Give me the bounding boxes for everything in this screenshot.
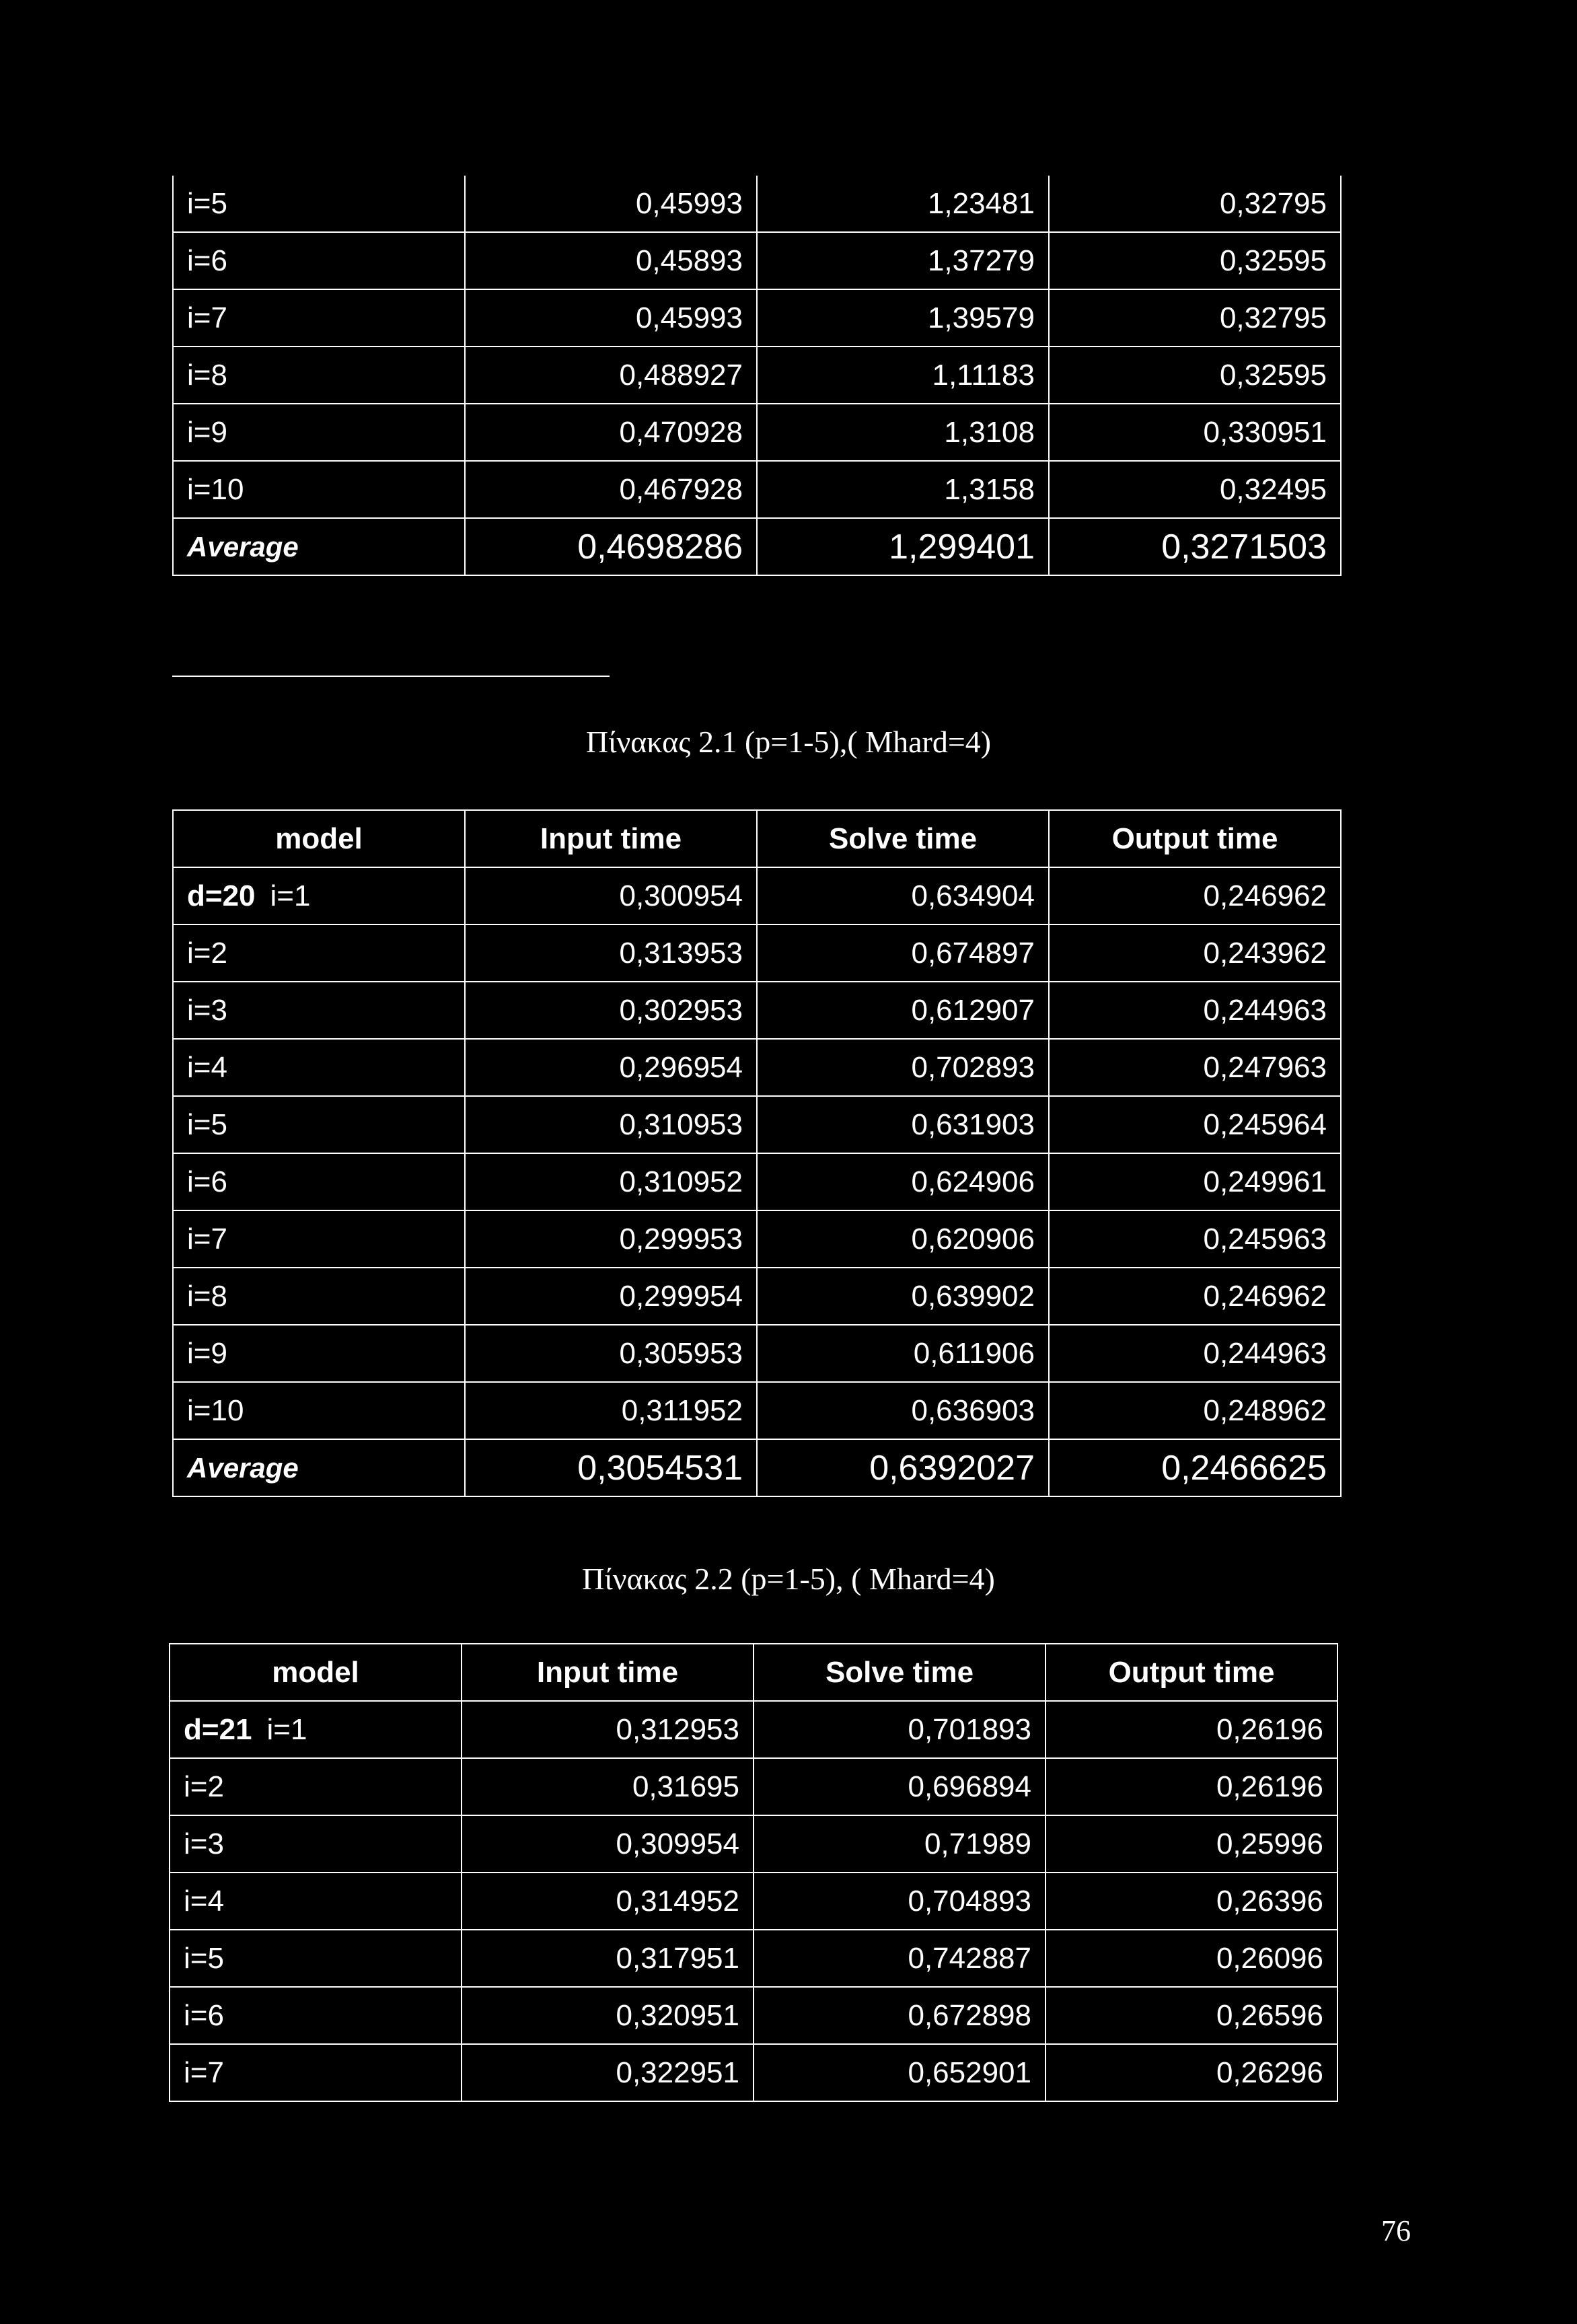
solve-time-cell: 0,674897 (757, 924, 1049, 982)
solve-time-cell: 0,742887 (754, 1930, 1046, 1987)
model-cell (173, 867, 465, 924)
input-time-cell: 0,45893 (465, 232, 757, 289)
table-row (173, 176, 1341, 232)
input-time-cell: 0,313953 (465, 924, 757, 982)
model-cell: i=10 (173, 461, 465, 518)
average-label: Average (173, 518, 465, 575)
table-row (170, 1758, 1337, 1815)
group-label: d=21 (184, 1712, 252, 1746)
solve-time-cell: 0,634904 (757, 867, 1049, 924)
table-header-row (173, 810, 1341, 867)
input-time-cell: 0,310953 (465, 1096, 757, 1153)
output-time-cell: 0,244963 (1049, 982, 1341, 1039)
table-row (173, 1096, 1341, 1153)
header-solve-time: Solve time (754, 1644, 1046, 1701)
output-time-cell: 0,26596 (1046, 1987, 1337, 2044)
model-cell: i=3 (170, 1815, 462, 1873)
timing-table-continued (172, 176, 1342, 576)
model-cell: i=2 (170, 1758, 462, 1815)
average-input-time: 0,3054531 (465, 1439, 757, 1496)
input-time-cell: 0,470928 (465, 404, 757, 461)
table-row (170, 1930, 1337, 1987)
footnote-divider (172, 676, 610, 677)
average-output-time: 0,2466625 (1049, 1439, 1341, 1496)
output-time-cell: 0,26096 (1046, 1930, 1337, 1987)
header-model: model (173, 810, 465, 867)
table-row (170, 1815, 1337, 1873)
output-time-cell: 0,245963 (1049, 1210, 1341, 1268)
model-cell: i=4 (173, 1039, 465, 1096)
solve-time-cell: 0,620906 (757, 1210, 1049, 1268)
table-row (173, 347, 1341, 404)
table-row (173, 1268, 1341, 1325)
input-time-cell: 0,300954 (465, 867, 757, 924)
model-cell: i=7 (170, 2044, 462, 2101)
input-time-cell: 0,320951 (462, 1987, 754, 2044)
input-time-cell: 0,45993 (465, 176, 757, 232)
table-row (173, 867, 1341, 924)
table-row (170, 2044, 1337, 2101)
model-cell: i=5 (170, 1930, 462, 1987)
timing-table-d20 (172, 809, 1342, 1497)
average-row (173, 518, 1341, 575)
solve-time-cell: 0,639902 (757, 1268, 1049, 1325)
solve-time-cell: 1,37279 (757, 232, 1049, 289)
table-caption-2-2: Πίνακας 2.2 (p=1-5), ( Mhard=4) (582, 1562, 995, 1596)
model-cell: i=5 (173, 176, 465, 232)
average-solve-time: 1,299401 (757, 518, 1049, 575)
table-row (173, 461, 1341, 518)
model-cell: i=4 (170, 1873, 462, 1930)
average-label: Average (173, 1439, 465, 1496)
input-time-cell: 0,299953 (465, 1210, 757, 1268)
input-time-cell: 0,317951 (462, 1930, 754, 1987)
output-time-cell: 0,26396 (1046, 1873, 1337, 1930)
model-cell: i=10 (173, 1382, 465, 1439)
output-time-cell: 0,25996 (1046, 1815, 1337, 1873)
table-row (173, 1382, 1341, 1439)
average-row (173, 1439, 1341, 1496)
timing-table-body (173, 176, 1341, 575)
output-time-cell: 0,246962 (1049, 867, 1341, 924)
model-cell: i=6 (170, 1987, 462, 2044)
table-row (173, 232, 1341, 289)
header-input-time: Input time (465, 810, 757, 867)
solve-time-cell: 0,612907 (757, 982, 1049, 1039)
input-time-cell: 0,322951 (462, 2044, 754, 2101)
solve-time-cell: 0,696894 (754, 1758, 1046, 1815)
output-time-cell: 0,26296 (1046, 2044, 1337, 2101)
model-cell: i=9 (173, 404, 465, 461)
input-time-cell: 0,488927 (465, 347, 757, 404)
average-input-time: 0,4698286 (465, 518, 757, 575)
solve-time-cell: 0,611906 (757, 1325, 1049, 1382)
output-time-cell: 0,246962 (1049, 1268, 1341, 1325)
output-time-cell: 0,32795 (1049, 289, 1341, 347)
input-time-cell: 0,31695 (462, 1758, 754, 1815)
input-time-cell: 0,45993 (465, 289, 757, 347)
input-time-cell: 0,305953 (465, 1325, 757, 1382)
table-row (170, 1873, 1337, 1930)
input-time-cell: 0,309954 (462, 1815, 754, 1873)
output-time-cell: 0,245964 (1049, 1096, 1341, 1153)
output-time-cell: 0,32495 (1049, 461, 1341, 518)
table-row (173, 1039, 1341, 1096)
model-cell: i=2 (173, 924, 465, 982)
output-time-cell: 0,330951 (1049, 404, 1341, 461)
solve-time-cell: 0,702893 (757, 1039, 1049, 1096)
table-row (173, 982, 1341, 1039)
page-number: 76 (1381, 2214, 1411, 2247)
solve-time-cell: 1,3158 (757, 461, 1049, 518)
header-solve-time: Solve time (757, 810, 1049, 867)
solve-time-cell: 1,3108 (757, 404, 1049, 461)
input-time-cell: 0,311952 (465, 1382, 757, 1439)
input-time-cell: 0,314952 (462, 1873, 754, 1930)
solve-time-cell: 0,701893 (754, 1701, 1046, 1758)
timing-table-body (173, 810, 1341, 1496)
average-output-time: 0,3271503 (1049, 518, 1341, 575)
solve-time-cell: 0,672898 (754, 1987, 1046, 2044)
table-row (173, 1325, 1341, 1382)
model-cell: i=6 (173, 232, 465, 289)
header-input-time: Input time (462, 1644, 754, 1701)
model-cell: i=7 (173, 1210, 465, 1268)
input-time-cell: 0,310952 (465, 1153, 757, 1210)
model-cell: i=6 (173, 1153, 465, 1210)
output-time-cell: 0,248962 (1049, 1382, 1341, 1439)
table-row (173, 1210, 1341, 1268)
solve-time-cell: 1,11183 (757, 347, 1049, 404)
solve-time-cell: 0,631903 (757, 1096, 1049, 1153)
table-row (173, 404, 1341, 461)
model-cell: i=8 (173, 1268, 465, 1325)
model-cell: i=3 (173, 982, 465, 1039)
table-header-row (170, 1644, 1337, 1701)
output-time-cell: 0,32795 (1049, 176, 1341, 232)
timing-table-d21 (169, 1643, 1338, 2102)
output-time-cell: 0,247963 (1049, 1039, 1341, 1096)
table-caption-2-1: Πίνακας 2.1 (p=1-5),( Mhard=4) (585, 725, 992, 759)
output-time-cell: 0,243962 (1049, 924, 1341, 982)
model-cell (170, 1701, 462, 1758)
output-time-cell: 0,32595 (1049, 232, 1341, 289)
input-time-cell: 0,302953 (465, 982, 757, 1039)
timing-table-body (170, 1644, 1337, 2101)
solve-time-cell: 0,704893 (754, 1873, 1046, 1930)
solve-time-cell: 0,636903 (757, 1382, 1049, 1439)
input-time-cell: 0,296954 (465, 1039, 757, 1096)
table-row (170, 1701, 1337, 1758)
solve-time-cell: 1,39579 (757, 289, 1049, 347)
table-row (173, 1153, 1341, 1210)
output-time-cell: 0,249961 (1049, 1153, 1341, 1210)
model-cell: i=7 (173, 289, 465, 347)
solve-time-cell: 0,71989 (754, 1815, 1046, 1873)
output-time-cell: 0,244963 (1049, 1325, 1341, 1382)
table-row (170, 1987, 1337, 2044)
average-solve-time: 0,6392027 (757, 1439, 1049, 1496)
input-time-cell: 0,467928 (465, 461, 757, 518)
input-time-cell: 0,299954 (465, 1268, 757, 1325)
table-row (173, 924, 1341, 982)
header-output-time: Output time (1046, 1644, 1337, 1701)
output-time-cell: 0,26196 (1046, 1701, 1337, 1758)
solve-time-cell: 1,23481 (757, 176, 1049, 232)
table-row (173, 289, 1341, 347)
output-time-cell: 0,26196 (1046, 1758, 1337, 1815)
model-index: i=1 (270, 879, 311, 912)
model-cell: i=9 (173, 1325, 465, 1382)
input-time-cell: 0,312953 (462, 1701, 754, 1758)
group-label: d=20 (187, 879, 256, 912)
header-model: model (170, 1644, 462, 1701)
model-cell: i=5 (173, 1096, 465, 1153)
solve-time-cell: 0,652901 (754, 2044, 1046, 2101)
output-time-cell: 0,32595 (1049, 347, 1341, 404)
model-cell: i=8 (173, 347, 465, 404)
solve-time-cell: 0,624906 (757, 1153, 1049, 1210)
header-output-time: Output time (1049, 810, 1341, 867)
model-index: i=1 (266, 1712, 307, 1746)
